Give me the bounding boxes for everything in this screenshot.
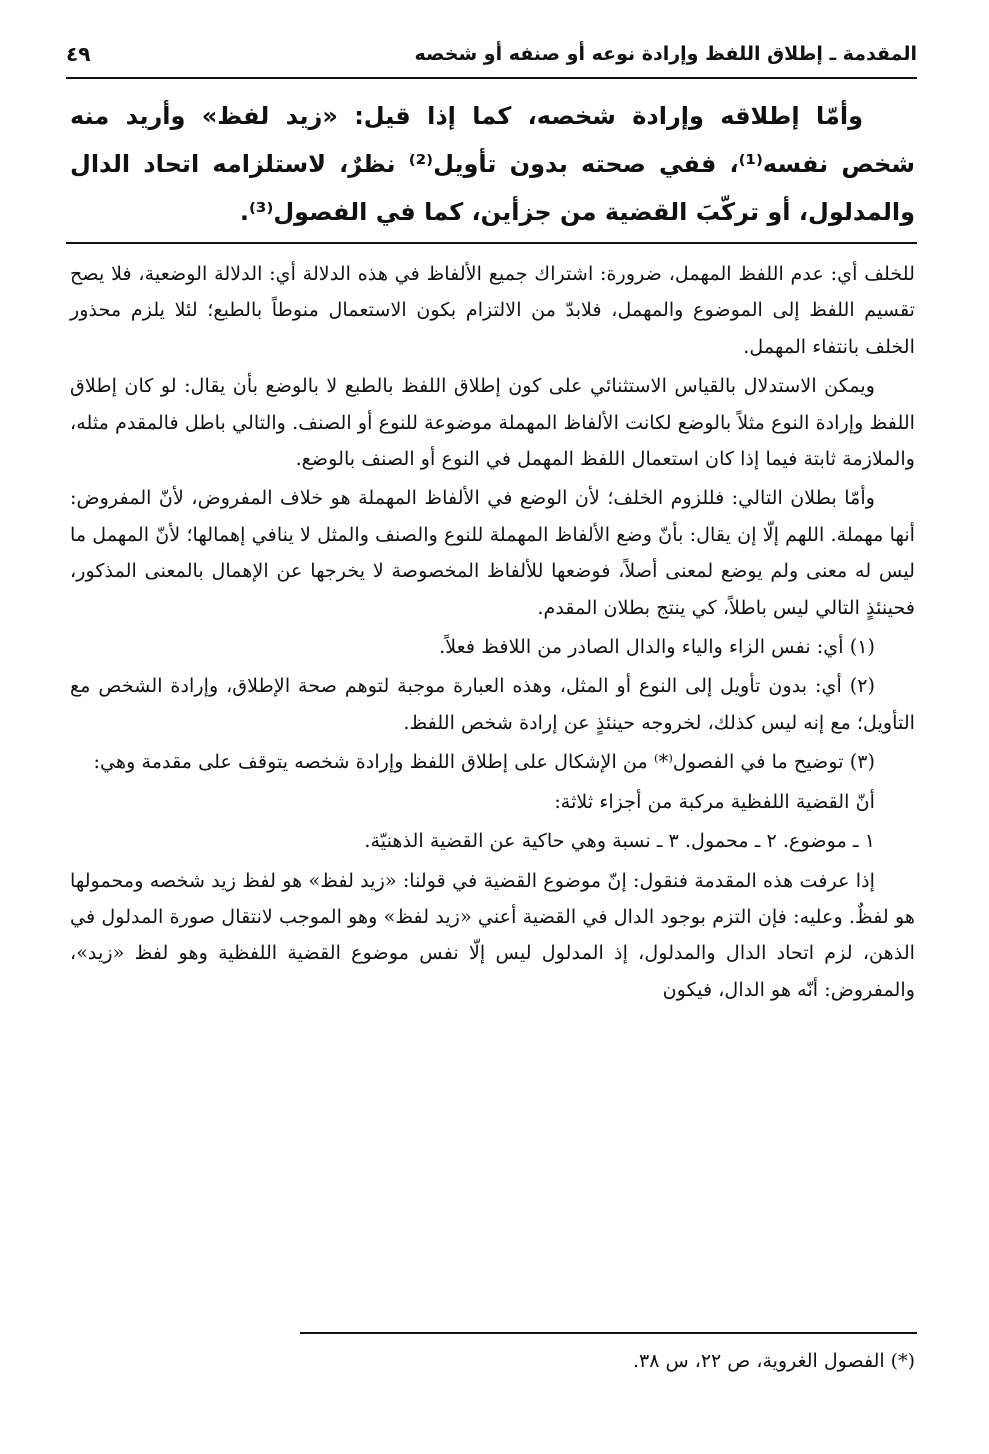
note-1: (١) أي: نفس الزاء والياء والدال الصادر من اللافظ فعلاً. [439, 635, 875, 659]
header-rule [66, 77, 917, 79]
note-3-line-3: ١ ـ موضوع. ٢ ـ محمول. ٣ ـ نسبة وهي حاكية عن القضية الذهنيّة. [364, 829, 875, 853]
footnote-text: (*) الفصول الغروية، ص ٢٢، س ٣٨. [632, 1350, 915, 1372]
note-3-line-4: إذا عرفت هذه المقدمة فنقول: إنّ موضوع القضية في قولنا: «زيد لفظ» هو لفظ زيد شخصه ومحمولها هو لفظٌ. وعليه: فإن التزم بوجود الدال في القضية أعني «زيد لفظ» وهو الموجب لانتقال صورة المدلول في الذهن، لزم اتحاد الدال والمدلول، إذ المدلول ليس إلّا نفس موضوع القضية اللفظية وهو لفظ «زيد»، والمفروض: أنّه هو الدال، فيكون [70, 868, 915, 1001]
commentary-paragraph-2: ويمكن الاستدلال بالقياس الاستثنائي على كون إطلاق اللفظ بالطبع لا بالوضع بأن يقال: لو كان إطلاق اللفظ وإرادة النوع مثلاً بالوضع لكانت الألفاظ المهملة موضوعة للنوع أو الصنف. والتالي باطل فالمقدم مثله، والملازمة ثابتة فيما إذا كان استعمال اللفظ المهمل في النوع أو الصنف بالوضع. [70, 374, 915, 471]
running-title: المقدمة ـ إطلاق اللفظ وإرادة نوعه أو صنفه أو شخصه [414, 43, 917, 65]
main-text [70, 92, 915, 236]
main-text-separator [66, 242, 917, 244]
commentary-paragraph-3: وأمّا بطلان التالي: فللزوم الخلف؛ لأن الوضع في الألفاظ المهملة هو خلاف المفروض، لأنّ المفروض: أنها مهملة. اللهم إلّا إن يقال: بأنّ وضع الألفاظ المهملة للنوع والصنف والمثل لا ينافي إهمالها؛ لأنّ المهمل ما ليس له معنى ولم يوضع لمعنى أصلاً، فوضعها للألفاظ المخصوصة لا يخرجها عن الإهمال بالمعنى المذكور، فحينئذٍ التالي ليس باطلاً، كي ينتج بطلان المقدم. [70, 486, 915, 619]
note-3-line-2: أنّ القضية اللفظية مركبة من أجزاء ثلاثة: [554, 789, 875, 813]
footnote [70, 1343, 915, 1379]
note-2: (٢) أي: بدون تأويل إلى النوع أو المثل، وهذه العبارة موجبة لتوهم صحة الإطلاق، وإرادة الشخص مع التأويل؛ مع إنه ليس كذلك، لخروجه حينئذٍ عن إرادة شخص اللفظ. [70, 674, 915, 734]
main-paragraph: وأمّا إطلاقه وإرادة شخصه، كما إذا قيل: «زيد لفظ» وأريد منه شخص نفسه⁽¹⁾، ففي صحته بدون تأويل⁽²⁾ نظرٌ، لاستلزامه اتحاد الدال والمدلول، أو تركّبَ القضية من جزأين، كما في الفصول⁽³⁾. [70, 102, 915, 226]
page-header [66, 34, 917, 74]
footnote-rule [300, 1332, 917, 1334]
commentary [70, 256, 915, 1011]
note-3: (٣) توضيح ما في الفصول⁽*⁾ من الإشكال على إطلاق اللفظ وإرادة شخصه يتوقف على مقدمة وهي: [93, 750, 875, 774]
page-number: ٤٩ [66, 42, 91, 66]
commentary-paragraph-1: للخلف أي: عدم اللفظ المهمل، ضرورة: اشتراك جميع الألفاظ في هذه الدلالة أي: الدلالة الوضعية، فلا يصح تقسيم اللفظ إلى الموضوع والمهمل، فلابدّ من الالتزام بكون الاستعمال منوطاً بالطبع؛ لئلا يلزم محذور الخلف بانتفاء المهمل. [70, 262, 915, 358]
